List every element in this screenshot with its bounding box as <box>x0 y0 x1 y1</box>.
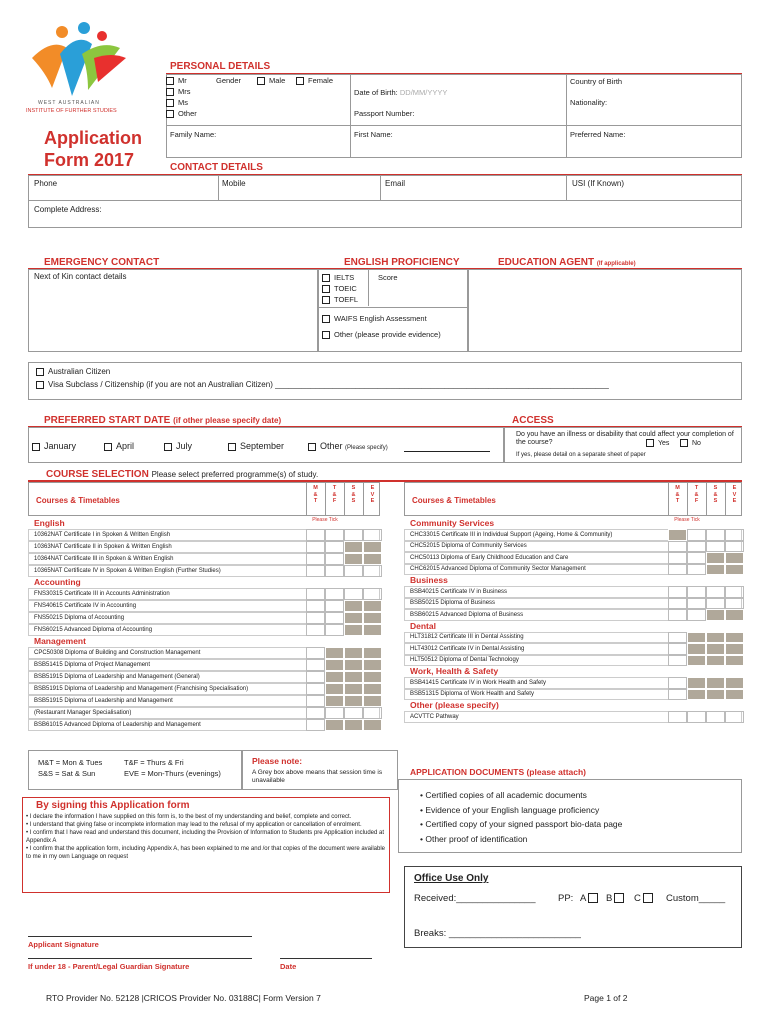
course-name: 10362NAT Certificate I in Spoken & Written English <box>34 531 171 538</box>
session-tick-box[interactable] <box>668 689 687 701</box>
unavailable-session-cell <box>706 632 725 644</box>
unavailable-session-cell <box>706 689 725 701</box>
session-tick-box[interactable] <box>363 529 382 541</box>
unavailable-session-cell <box>687 643 706 655</box>
female-checkbox[interactable] <box>296 77 304 85</box>
mobile-field[interactable]: Mobile <box>222 179 246 188</box>
unavailable-session-cell <box>725 564 744 576</box>
course-name: BSB51915 Diploma of Leadership and Management (General) <box>34 673 200 680</box>
other-evidence-option[interactable]: Other (please provide evidence) <box>322 330 441 339</box>
option-a[interactable]: A <box>580 893 602 904</box>
gender-female-option[interactable]: Female <box>296 76 333 85</box>
session-tick-box[interactable] <box>306 541 325 553</box>
b-checkbox[interactable] <box>614 893 624 903</box>
day-column-header: E V E <box>370 485 375 504</box>
passport-field[interactable]: Passport Number: <box>354 109 415 118</box>
unavailable-session-cell <box>725 677 744 689</box>
unavailable-session-cell <box>344 612 363 624</box>
access-yes-option[interactable]: Yes <box>646 439 669 447</box>
emergency-contact-header: EMERGENCY CONTACT <box>44 257 160 268</box>
education-agent-box[interactable] <box>468 269 742 352</box>
course-section-management: Management <box>34 636 86 646</box>
a-checkbox[interactable] <box>588 893 598 903</box>
july-checkbox[interactable] <box>164 443 172 451</box>
visa-subclass-option[interactable]: Visa Subclass / Citizenship (if you are not an Australian Citizen) ___________________________________________________________________________ <box>36 380 609 389</box>
form-title-line1: Application <box>44 128 142 148</box>
unavailable-session-cell <box>363 683 382 695</box>
country-of-birth-field[interactable]: Country of Birth <box>570 77 623 86</box>
session-tick-box[interactable] <box>668 552 687 564</box>
course-name: (Restaurant Manager Specialisation) <box>34 709 132 716</box>
course-name: FNS30315 Certificate III in Accounts Administration <box>34 590 170 597</box>
unavailable-session-cell <box>363 624 382 636</box>
unavailable-session-cell <box>668 529 687 541</box>
email-field[interactable]: Email <box>385 179 406 188</box>
session-tick-box[interactable] <box>668 564 687 576</box>
session-tick-box[interactable] <box>706 711 725 723</box>
start-september-option[interactable]: September <box>228 441 284 451</box>
ielts-option[interactable]: IELTS <box>322 273 354 282</box>
unavailable-session-cell <box>363 600 382 612</box>
session-tick-box[interactable] <box>325 565 344 577</box>
first-name-field[interactable]: First Name: <box>354 130 393 139</box>
session-tick-box[interactable] <box>325 600 344 612</box>
access-header: ACCESS <box>512 415 554 426</box>
unavailable-session-cell <box>363 695 382 707</box>
start-date-header: PREFERRED START DATE (if other please specify date) <box>44 415 282 426</box>
unavailable-session-cell <box>725 689 744 701</box>
course-name: BSB61015 Advanced Diploma of Leadership and Management <box>34 721 201 728</box>
title-other-option[interactable]: Other <box>166 109 197 118</box>
session-tick-box[interactable] <box>668 643 687 655</box>
session-tick-box[interactable] <box>344 565 363 577</box>
usi-field[interactable]: USI (If Known) <box>572 179 625 188</box>
unavailable-session-cell <box>687 689 706 701</box>
english-proficiency-header: ENGLISH PROFICIENCY <box>344 257 460 268</box>
other-start-checkbox[interactable] <box>308 443 316 451</box>
please-tick-label: Please Tick <box>312 517 338 523</box>
unavailable-session-cell <box>706 609 725 621</box>
ms-checkbox[interactable] <box>166 99 174 107</box>
custom-field[interactable]: Custom_____ <box>666 893 726 904</box>
session-tick-box[interactable] <box>668 586 687 598</box>
visa-checkbox[interactable] <box>36 381 44 389</box>
documents-list <box>420 788 622 846</box>
mrs-checkbox[interactable] <box>166 88 174 96</box>
session-tick-box[interactable] <box>668 711 687 723</box>
personal-details-header: PERSONAL DETAILS <box>170 61 271 72</box>
waifs-checkbox[interactable] <box>322 315 330 323</box>
course-name: 10364NAT Certificate III in Spoken & Written English <box>34 555 174 562</box>
unavailable-session-cell <box>687 632 706 644</box>
access-question: Do you have an illness or disability that could affect your completion of the course? <box>516 431 734 446</box>
session-tick-box[interactable] <box>306 719 325 731</box>
session-tick-box[interactable] <box>325 624 344 636</box>
session-tick-box[interactable] <box>725 529 744 541</box>
session-tick-box[interactable] <box>325 529 344 541</box>
application-documents-header: APPLICATION DOCUMENTS (please attach) <box>410 767 587 777</box>
session-tick-box[interactable] <box>325 612 344 624</box>
course-section-work-health-safety: Work, Health & Safety <box>410 666 499 676</box>
score-field[interactable]: Score <box>378 273 398 282</box>
unavailable-session-cell <box>325 683 344 695</box>
session-tick-box[interactable] <box>687 564 706 576</box>
family-name-field[interactable]: Family Name: <box>170 130 217 139</box>
course-name: BSB51415 Diploma of Project Management <box>34 661 151 668</box>
april-checkbox[interactable] <box>104 443 112 451</box>
session-tick-box[interactable] <box>725 711 744 723</box>
session-tick-box[interactable] <box>306 565 325 577</box>
option-b[interactable]: B <box>606 893 628 904</box>
session-tick-box[interactable] <box>725 586 744 598</box>
waifs-option[interactable]: WAIFS English Assessment <box>322 314 427 323</box>
courses-timetables-heading: Courses & Timetables <box>36 496 120 505</box>
unavailable-session-cell <box>325 671 344 683</box>
unavailable-session-cell <box>325 695 344 707</box>
title-mrs-option[interactable]: Mrs <box>166 87 191 96</box>
unavailable-session-cell <box>706 643 725 655</box>
declaration-item: • I confirm that I have read and understand this document, including the Provision of Information to Students pre Application included at Appendix A <box>26 829 386 845</box>
course-section-dental: Dental <box>410 620 436 631</box>
unavailable-session-cell <box>363 612 382 624</box>
course-name: BSB51315 Diploma of Work Health and Safety <box>410 691 534 697</box>
course-name: BSB51915 Diploma of Leadership and Management <box>34 697 173 704</box>
session-tick-box[interactable] <box>687 529 706 541</box>
guardian-signature-line[interactable] <box>28 958 252 959</box>
session-tick-box[interactable] <box>706 586 725 598</box>
day-column-header: S & S <box>351 485 356 504</box>
title-ms-option[interactable]: Ms <box>166 98 188 107</box>
course-name: 10365NAT Certificate IV in Spoken & Written English (Further Studies) <box>34 567 221 574</box>
please-note-text: A Grey box above means that session time is unavailable <box>252 769 383 784</box>
unavailable-session-cell <box>344 553 363 565</box>
course-section-business: Business <box>410 575 448 585</box>
logo-org-line2: INSTITUTE OF FURTHER STUDIES <box>26 108 117 114</box>
dob-field[interactable]: Date of Birth: DD/MM/YYYY <box>354 88 448 97</box>
unavailable-session-cell <box>706 552 725 564</box>
other-title-checkbox[interactable] <box>166 110 174 118</box>
nationality-field[interactable]: Nationality: <box>570 98 608 107</box>
legend-mt: M&T = Mon & Tues <box>38 758 103 767</box>
session-tick-box[interactable] <box>706 598 725 610</box>
preferred-name-field[interactable]: Preferred Name: <box>570 130 626 139</box>
session-tick-box[interactable] <box>325 588 344 600</box>
legend-eve: EVE = Mon-Thurs (evenings) <box>124 769 221 778</box>
unavailable-session-cell <box>363 553 382 565</box>
next-of-kin-label: Next of Kin contact details <box>34 272 127 281</box>
title-mr-option[interactable]: Mr <box>166 76 187 85</box>
phone-field[interactable]: Phone <box>34 179 58 188</box>
session-tick-box[interactable] <box>306 659 325 671</box>
course-name: HLT43012 Certificate IV in Dental Assisting <box>410 645 525 652</box>
session-tick-box[interactable] <box>306 600 325 612</box>
session-tick-box[interactable] <box>725 541 744 553</box>
unavailable-session-cell <box>706 564 725 576</box>
access-no-checkbox[interactable] <box>680 439 688 447</box>
session-tick-box[interactable] <box>306 529 325 541</box>
logo-org-line1: WEST AUSTRALIAN <box>38 100 100 106</box>
session-tick-box[interactable] <box>325 707 344 719</box>
day-column-header: E V E <box>732 485 737 504</box>
male-checkbox[interactable] <box>257 77 265 85</box>
unavailable-session-cell <box>725 552 744 564</box>
footer-provider-info: RTO Provider No. 52128 |CRICOS Provider No. 03188C| Form Version 7 <box>46 993 321 1003</box>
gender-male-option[interactable]: Male <box>257 76 285 85</box>
unavailable-session-cell <box>363 659 382 671</box>
session-tick-box[interactable] <box>725 598 744 610</box>
day-column-header: M & T <box>675 485 680 504</box>
mr-checkbox[interactable] <box>166 77 174 85</box>
address-field[interactable]: Complete Address: <box>34 205 102 214</box>
course-name: FNS50215 Diploma of Accounting <box>34 614 125 621</box>
unavailable-session-cell <box>725 643 744 655</box>
course-name: CHC52015 Diploma of Community Services <box>410 543 527 549</box>
course-name: CPC50308 Diploma of Building and Construction Management <box>34 649 201 656</box>
logo <box>22 18 132 122</box>
course-section-accounting: Accounting <box>34 577 81 587</box>
session-tick-box[interactable] <box>668 632 687 644</box>
session-tick-box[interactable] <box>306 707 325 719</box>
other-start-date-line[interactable] <box>404 451 490 452</box>
unavailable-session-cell <box>344 624 363 636</box>
course-name: CHC33015 Certificate III in Individual Support (Ageing, Home & Community) <box>410 531 613 538</box>
emergency-contact-box[interactable] <box>28 269 318 352</box>
unavailable-session-cell <box>725 609 744 621</box>
session-tick-box[interactable] <box>306 624 325 636</box>
september-checkbox[interactable] <box>228 443 236 451</box>
session-tick-box[interactable] <box>306 553 325 565</box>
course-section-community-services: Community Services <box>410 518 495 528</box>
applicant-signature-label: Applicant Signature <box>28 940 99 949</box>
session-tick-box[interactable] <box>687 598 706 610</box>
australian-citizen-option[interactable]: Australian Citizen <box>36 367 110 376</box>
office-use-header: Office Use Only <box>414 873 489 884</box>
january-checkbox[interactable] <box>32 443 40 451</box>
access-note: If yes, please detail on a separate sheet of paper <box>516 452 646 458</box>
form-title-line2: Form 2017 <box>44 150 135 170</box>
document-item: • Evidence of your English language proficiency <box>420 803 622 818</box>
start-other-option[interactable]: Other (Please specify) <box>308 441 388 451</box>
signing-declarations <box>26 813 386 861</box>
course-name: HLT50512 Diploma of Dental Technology <box>410 657 519 663</box>
session-tick-box[interactable] <box>344 529 363 541</box>
applicant-signature-line[interactable] <box>28 936 252 937</box>
unavailable-session-cell <box>344 541 363 553</box>
declaration-item: • I understand that giving false or incomplete information may lead to the refusal of my application or cancellation of enrolment. <box>26 821 386 829</box>
session-tick-box[interactable] <box>706 529 725 541</box>
day-column-header: T & F <box>332 485 337 504</box>
start-january-option[interactable]: January <box>32 441 76 451</box>
logo-figures-icon <box>22 18 132 108</box>
session-tick-box[interactable] <box>668 655 687 667</box>
date-label: Date <box>280 962 297 971</box>
session-tick-box[interactable] <box>668 609 687 621</box>
toefl-option[interactable]: TOEFL <box>322 295 358 304</box>
unavailable-session-cell <box>325 647 344 659</box>
start-april-option[interactable]: April <box>104 441 134 451</box>
unavailable-session-cell <box>363 541 382 553</box>
day-column-header: M & T <box>313 485 318 504</box>
unavailable-session-cell <box>725 632 744 644</box>
signing-header: By signing this Application form <box>36 800 190 811</box>
course-name: ACVTTC Pathway <box>410 713 459 720</box>
unavailable-session-cell <box>325 659 344 671</box>
course-name: BSB41415 Certificate IV in Work Health and Safety <box>410 679 546 686</box>
course-name: BSB50215 Diploma of Business <box>410 600 496 606</box>
session-tick-box[interactable] <box>306 588 325 600</box>
date-line[interactable] <box>280 958 372 959</box>
session-tick-box[interactable] <box>344 707 363 719</box>
c-checkbox[interactable] <box>643 893 653 903</box>
unavailable-session-cell <box>363 647 382 659</box>
session-tick-box[interactable] <box>668 677 687 689</box>
legend-ss: S&S = Sat & Sun <box>38 769 96 778</box>
please-note-title: Please note: <box>252 756 303 766</box>
australian-citizen-checkbox[interactable] <box>36 368 44 376</box>
unavailable-session-cell <box>325 719 344 731</box>
personal-details-box <box>166 74 742 158</box>
toefl-checkbox[interactable] <box>322 296 330 304</box>
course-name: CHC62015 Advanced Diploma of Community Sector Management <box>410 566 586 572</box>
session-tick-box[interactable] <box>325 553 344 565</box>
unavailable-session-cell <box>725 655 744 667</box>
course-name: BSB51915 Diploma of Leadership and Management (Franchising Specialisation) <box>34 685 249 692</box>
ielts-checkbox[interactable] <box>322 274 330 282</box>
unavailable-session-cell <box>344 600 363 612</box>
unavailable-session-cell <box>344 683 363 695</box>
session-tick-box[interactable] <box>306 612 325 624</box>
course-name: HLT31812 Certificate III in Dental Assisting <box>410 634 524 640</box>
legend-tf: T&F = Thurs & Fri <box>124 758 184 767</box>
courses-timetables-heading: Courses & Timetables <box>412 496 496 505</box>
education-agent-header: EDUCATION AGENT (If applicable) <box>498 257 636 268</box>
unavailable-session-cell <box>687 677 706 689</box>
toeic-option[interactable]: TOEIC <box>322 284 357 293</box>
session-tick-box[interactable] <box>325 541 344 553</box>
declaration-item: • I confirm that the application form, including Appendix A, has been explained to me and /or that copies of the document were available to me in my own Language on request <box>26 845 386 861</box>
course-selection-header: COURSE SELECTION Please select preferred programme(s) of study. <box>46 469 319 480</box>
access-no-option[interactable]: No <box>680 439 701 447</box>
course-name: FNS60215 Advanced Diploma of Accounting <box>34 626 153 633</box>
gender-label: Gender <box>216 76 242 85</box>
session-tick-box[interactable] <box>363 588 382 600</box>
day-column-header: T & F <box>694 485 699 504</box>
session-tick-box[interactable] <box>687 586 706 598</box>
unavailable-session-cell <box>687 655 706 667</box>
footer-page-number: Page 1 of 2 <box>584 993 628 1003</box>
unavailable-session-cell <box>706 655 725 667</box>
session-tick-box[interactable] <box>306 695 325 707</box>
unavailable-session-cell <box>344 659 363 671</box>
contact-details-header: CONTACT DETAILS <box>170 162 263 173</box>
course-name: CHC50113 Diploma of Early Childhood Education and Care <box>410 554 569 561</box>
course-name: FNS40615 Certificate IV in Accounting <box>34 602 137 609</box>
toeic-checkbox[interactable] <box>322 285 330 293</box>
course-name: BSB40215 Certificate IV in Business <box>410 588 508 595</box>
unavailable-session-cell <box>363 719 382 731</box>
received-field[interactable]: Received:_______________ <box>414 893 536 904</box>
unavailable-session-cell <box>363 671 382 683</box>
session-tick-box[interactable] <box>706 541 725 553</box>
session-tick-box[interactable] <box>363 565 382 577</box>
other-evidence-checkbox[interactable] <box>322 331 330 339</box>
document-item: • Certified copies of all academic documents <box>420 788 622 803</box>
unavailable-session-cell <box>344 695 363 707</box>
document-item: • Other proof of identification <box>420 832 622 847</box>
session-tick-box[interactable] <box>306 671 325 683</box>
session-tick-box[interactable] <box>687 609 706 621</box>
start-july-option[interactable]: July <box>164 441 192 451</box>
session-tick-box[interactable] <box>687 541 706 553</box>
session-tick-box[interactable] <box>306 683 325 695</box>
pp-label: PP: <box>558 893 574 904</box>
breaks-field[interactable]: Breaks: _________________________ <box>414 928 581 939</box>
course-name: BSB60215 Advanced Diploma of Business <box>410 611 524 618</box>
session-tick-box[interactable] <box>668 598 687 610</box>
session-tick-box[interactable] <box>344 588 363 600</box>
declaration-item: • I declare the information I have supplied on this form is, to the best of my understanding and belief, complete and correct. <box>26 813 386 821</box>
day-column-header: S & S <box>713 485 718 504</box>
please-tick-label: Please Tick <box>674 517 700 523</box>
unavailable-session-cell <box>344 671 363 683</box>
unavailable-session-cell <box>344 719 363 731</box>
session-tick-box[interactable] <box>687 552 706 564</box>
guardian-signature-label: If under 18 - Parent/Legal Guardian Signature <box>28 962 190 971</box>
course-section-other-please-specify-: Other (please specify) <box>410 700 499 710</box>
document-item: • Certified copy of your signed passport bio-data page <box>420 817 622 832</box>
session-tick-box[interactable] <box>668 541 687 553</box>
session-tick-box[interactable] <box>687 711 706 723</box>
unavailable-session-cell <box>706 677 725 689</box>
option-c[interactable]: C <box>634 893 657 904</box>
access-yes-checkbox[interactable] <box>646 439 654 447</box>
unavailable-session-cell <box>344 647 363 659</box>
course-section-english: English <box>34 518 65 528</box>
session-tick-box[interactable] <box>363 707 382 719</box>
course-name: 10363NAT Certificate II in Spoken & Written English <box>34 543 172 550</box>
session-tick-box[interactable] <box>306 647 325 659</box>
